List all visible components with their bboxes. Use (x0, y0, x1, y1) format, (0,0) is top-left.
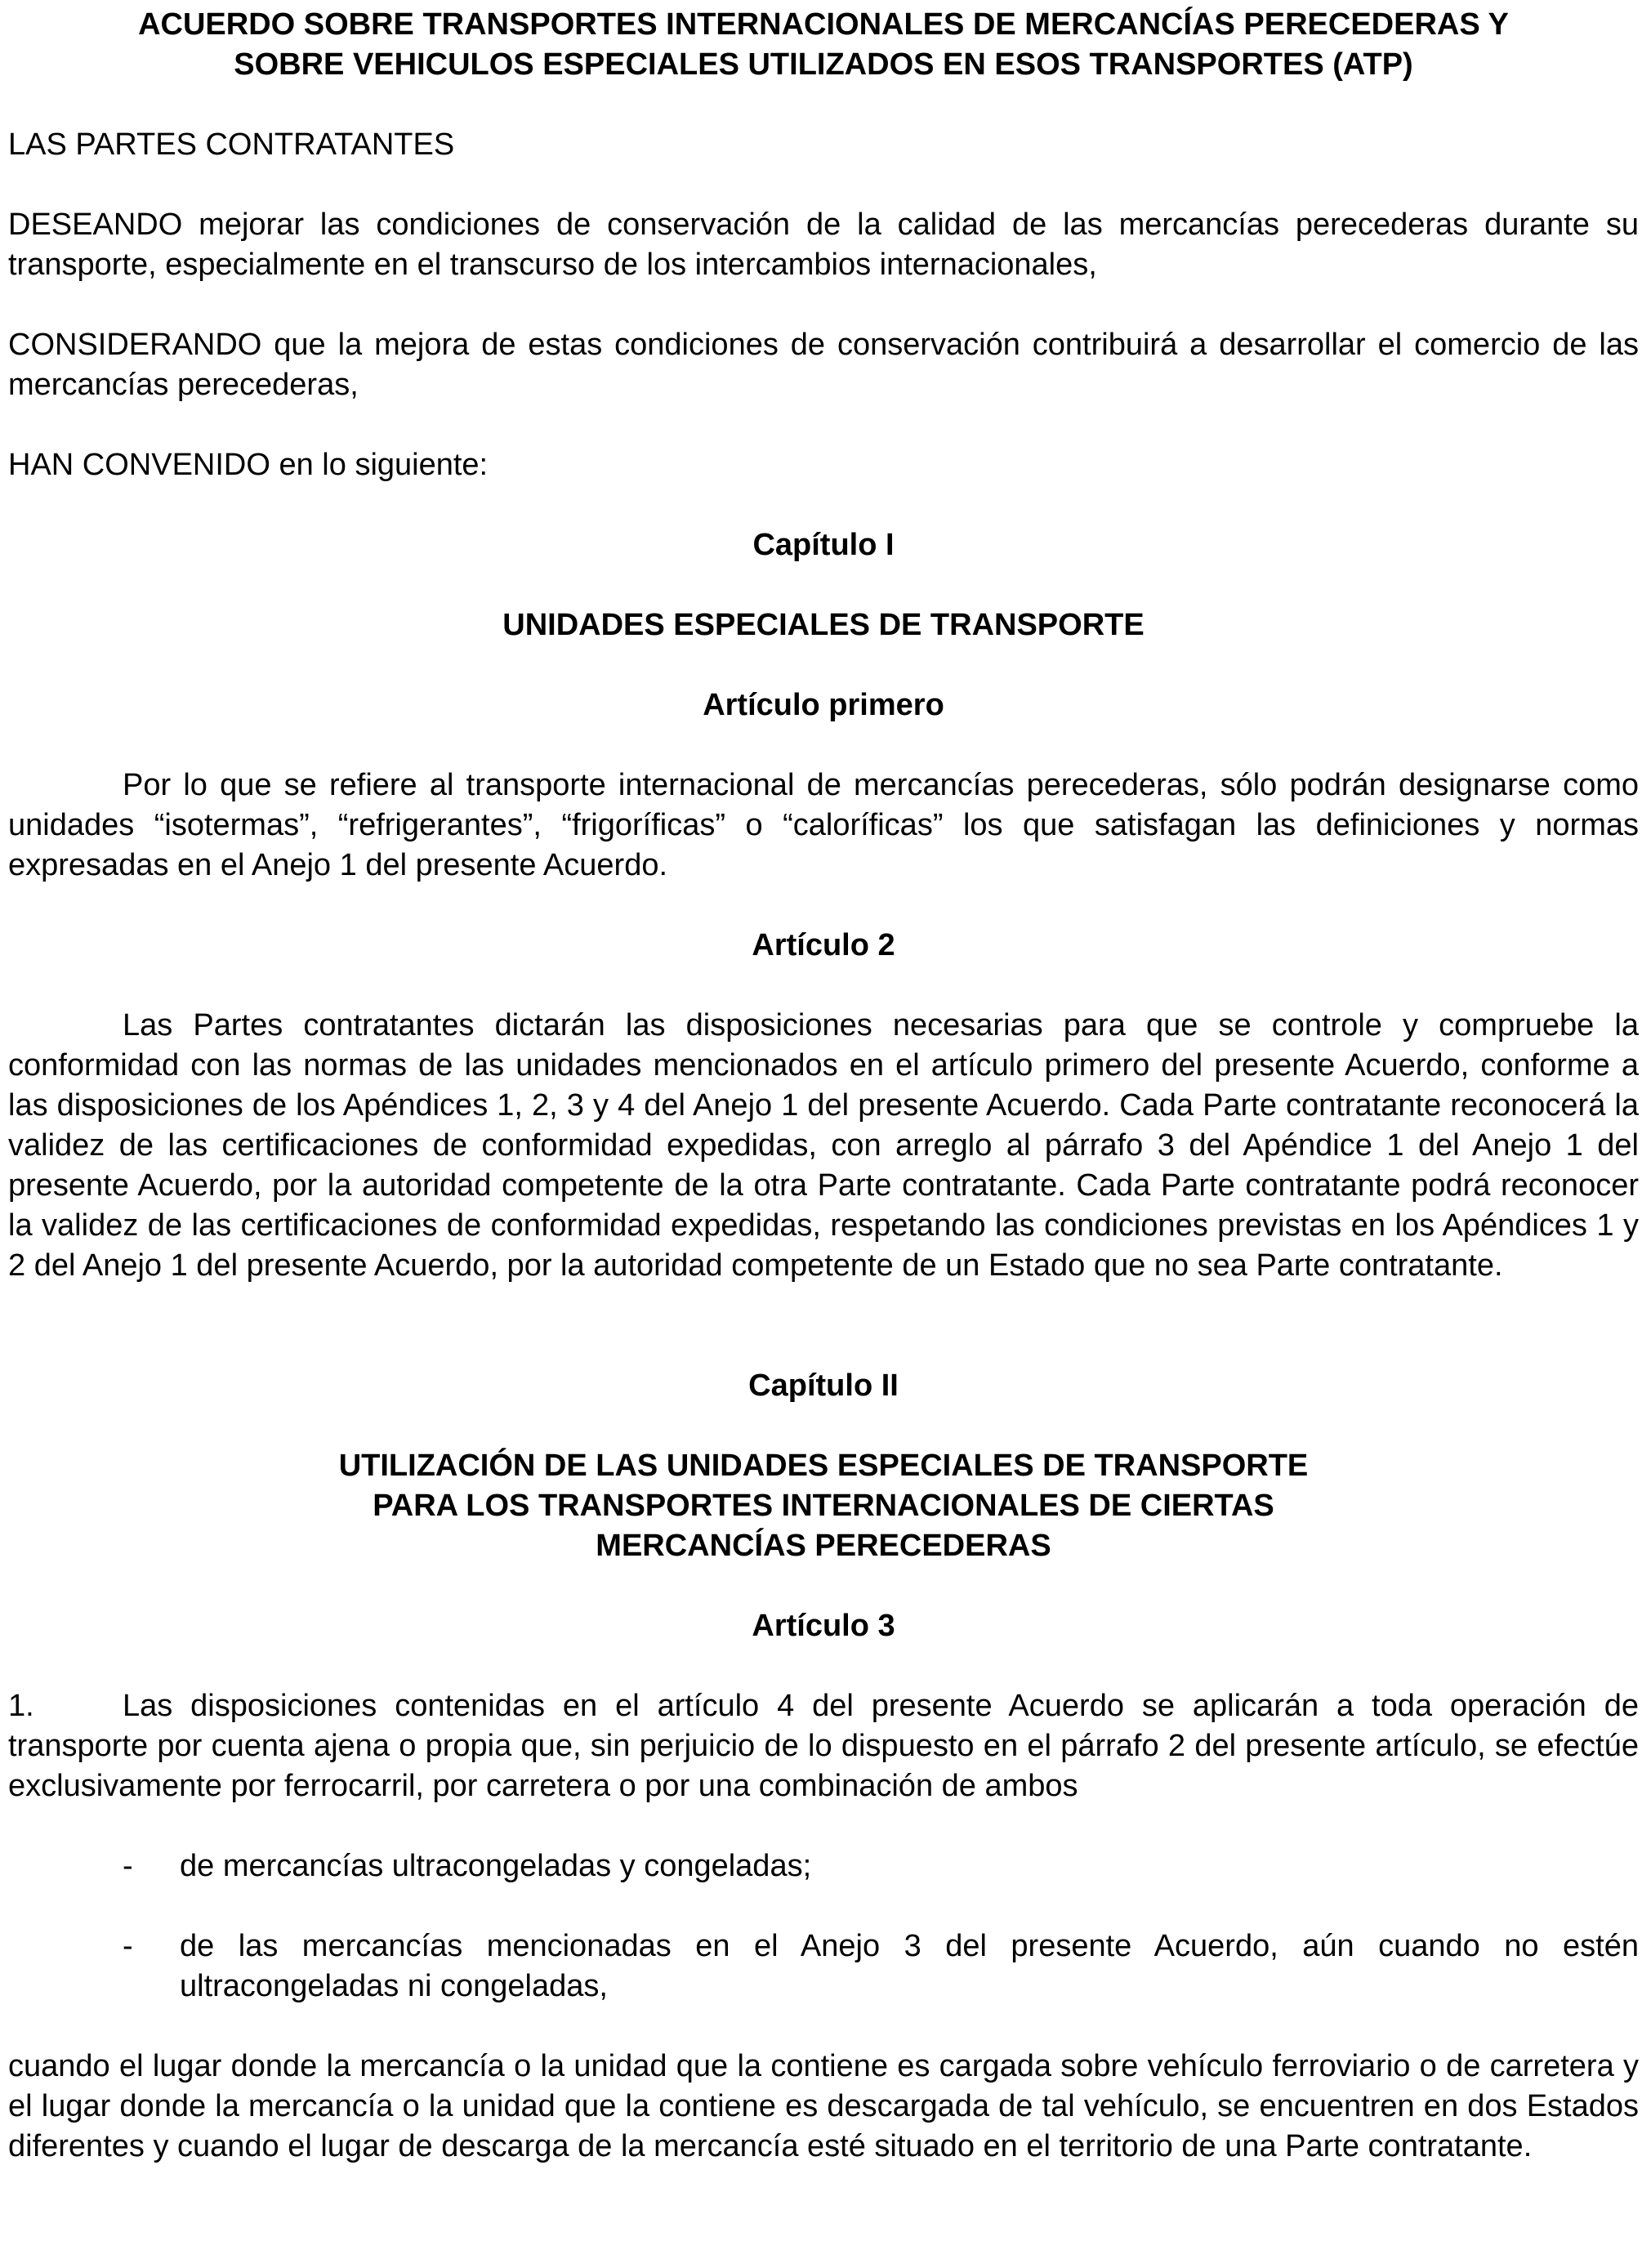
chapter-2-heading: Capítulo II (748, 1368, 899, 1403)
list-item (8, 1846, 1639, 1886)
article-2-text: Las Partes contratantes dictarán las disposiciones necesarias para que se controle y compruebe la conformidad con las normas de las unidades mencionados en el artículo primero del presente Acuerdo, conforme a las disposiciones de los Apéndices 1, 2, 3 y 4 del Anejo 1 del presente Acuerdo. Cada Parte contratante reconocerá la validez de las certificaciones de conformidad expedidas, con arreglo al párrafo 3 del Apéndice 1 del Anejo 1 del presente Acuerdo, por la autoridad competente de la otra Parte contratante. Cada Parte contratante podrá reconocer la validez de las certificaciones de conformidad expedidas, respetando las condiciones previstas en los Apéndices 1 y 2 del Anejo 1 del presente Acuerdo, por la autoridad competente de un Estado que no sea Parte contratante. (8, 1008, 1639, 1283)
document-title-line-2: SOBRE VEHICULOS ESPECIALES UTILIZADOS EN ESOS TRANSPORTES (ATP) (234, 47, 1413, 82)
chapter-2-title-line-2: PARA LOS TRANSPORTES INTERNACIONALES DE CIERTAS (373, 1489, 1274, 1523)
article-3-heading: Artículo 3 (752, 1609, 895, 1643)
document-title (8, 5, 1639, 85)
preamble-desiring: DESEANDO mejorar las condiciones de conservación de la calidad de las mercancías perecederas durante su transporte, especialmente en el transcurso de los intercambios internacionales, (8, 208, 1639, 282)
list-dash: - (123, 1849, 133, 1883)
list-item-text: de mercancías ultracongeladas y congeladas; (180, 1849, 812, 1883)
list-dash: - (123, 1929, 133, 1963)
article-1-text: Por lo que se refiere al transporte internacional de mercancías perecederas, sólo podrán designarse como unidades “isotermas”, “refrigerantes”, “frigoríficas” o “caloríficas” los que satisfagan las definiciones y normas expresadas en el Anejo 1 del presente Acuerdo. (8, 768, 1639, 882)
preamble-agreed: HAN CONVENIDO en lo siguiente: (8, 448, 489, 482)
list-item (8, 1926, 1639, 2007)
article-3-paragraph-1 (8, 1686, 1639, 1806)
paragraph-number: 1. (8, 1689, 34, 1723)
chapter-1-title: UNIDADES ESPECIALES DE TRANSPORTE (502, 608, 1145, 642)
document-title-line-1: ACUERDO SOBRE TRANSPORTES INTERNACIONALES DE MERCANCÍAS PERECEDERAS Y (138, 7, 1509, 42)
article-3-paragraph-1-text: Las disposiciones contenidas en el artículo 4 del presente Acuerdo se aplicarán a toda operación de transporte por cuenta ajena o propia que, sin perjuicio de lo dispuesto en el párrafo 2 del presente artículo, se efectúe exclusivamente por ferrocarril, por carretera o por una combinación de ambos (8, 1689, 1639, 1803)
chapter-1-heading: Capítulo I (752, 528, 895, 562)
list-item-text: de las mercancías mencionadas en el Anejo 3 del presente Acuerdo, aún cuando no estén ultracongeladas ni congeladas, (180, 1929, 1639, 2003)
article-1-heading: Artículo primero (703, 688, 944, 722)
preamble-parties: LAS PARTES CONTRATANTES (8, 127, 455, 162)
article-2-heading: Artículo 2 (752, 928, 895, 962)
chapter-2-title-line-1: UTILIZACIÓN DE LAS UNIDADES ESPECIALES DE TRANSPORTE (338, 1449, 1309, 1483)
chapter-2-title-line-3: MERCANCÍAS PERECEDERAS (596, 1529, 1051, 1563)
chapter-2-title (8, 1446, 1639, 1566)
document-page (8, 0, 1639, 2167)
article-3-closing: cuando el lugar donde la mercancía o la unidad que la contiene es cargada sobre vehículo ferroviario o de carretera y el lugar donde la mercancía o la unidad que la contiene es descargada de tal vehículo, se encuentren en dos Estados diferentes y cuando el lugar de descarga de la mercancía esté situado en el territorio de una Parte contratante. (8, 2049, 1639, 2163)
preamble-considering: CONSIDERANDO que la mejora de estas condiciones de conservación contribuirá a desarrollar el comercio de las mercancías perecederas, (8, 328, 1639, 402)
